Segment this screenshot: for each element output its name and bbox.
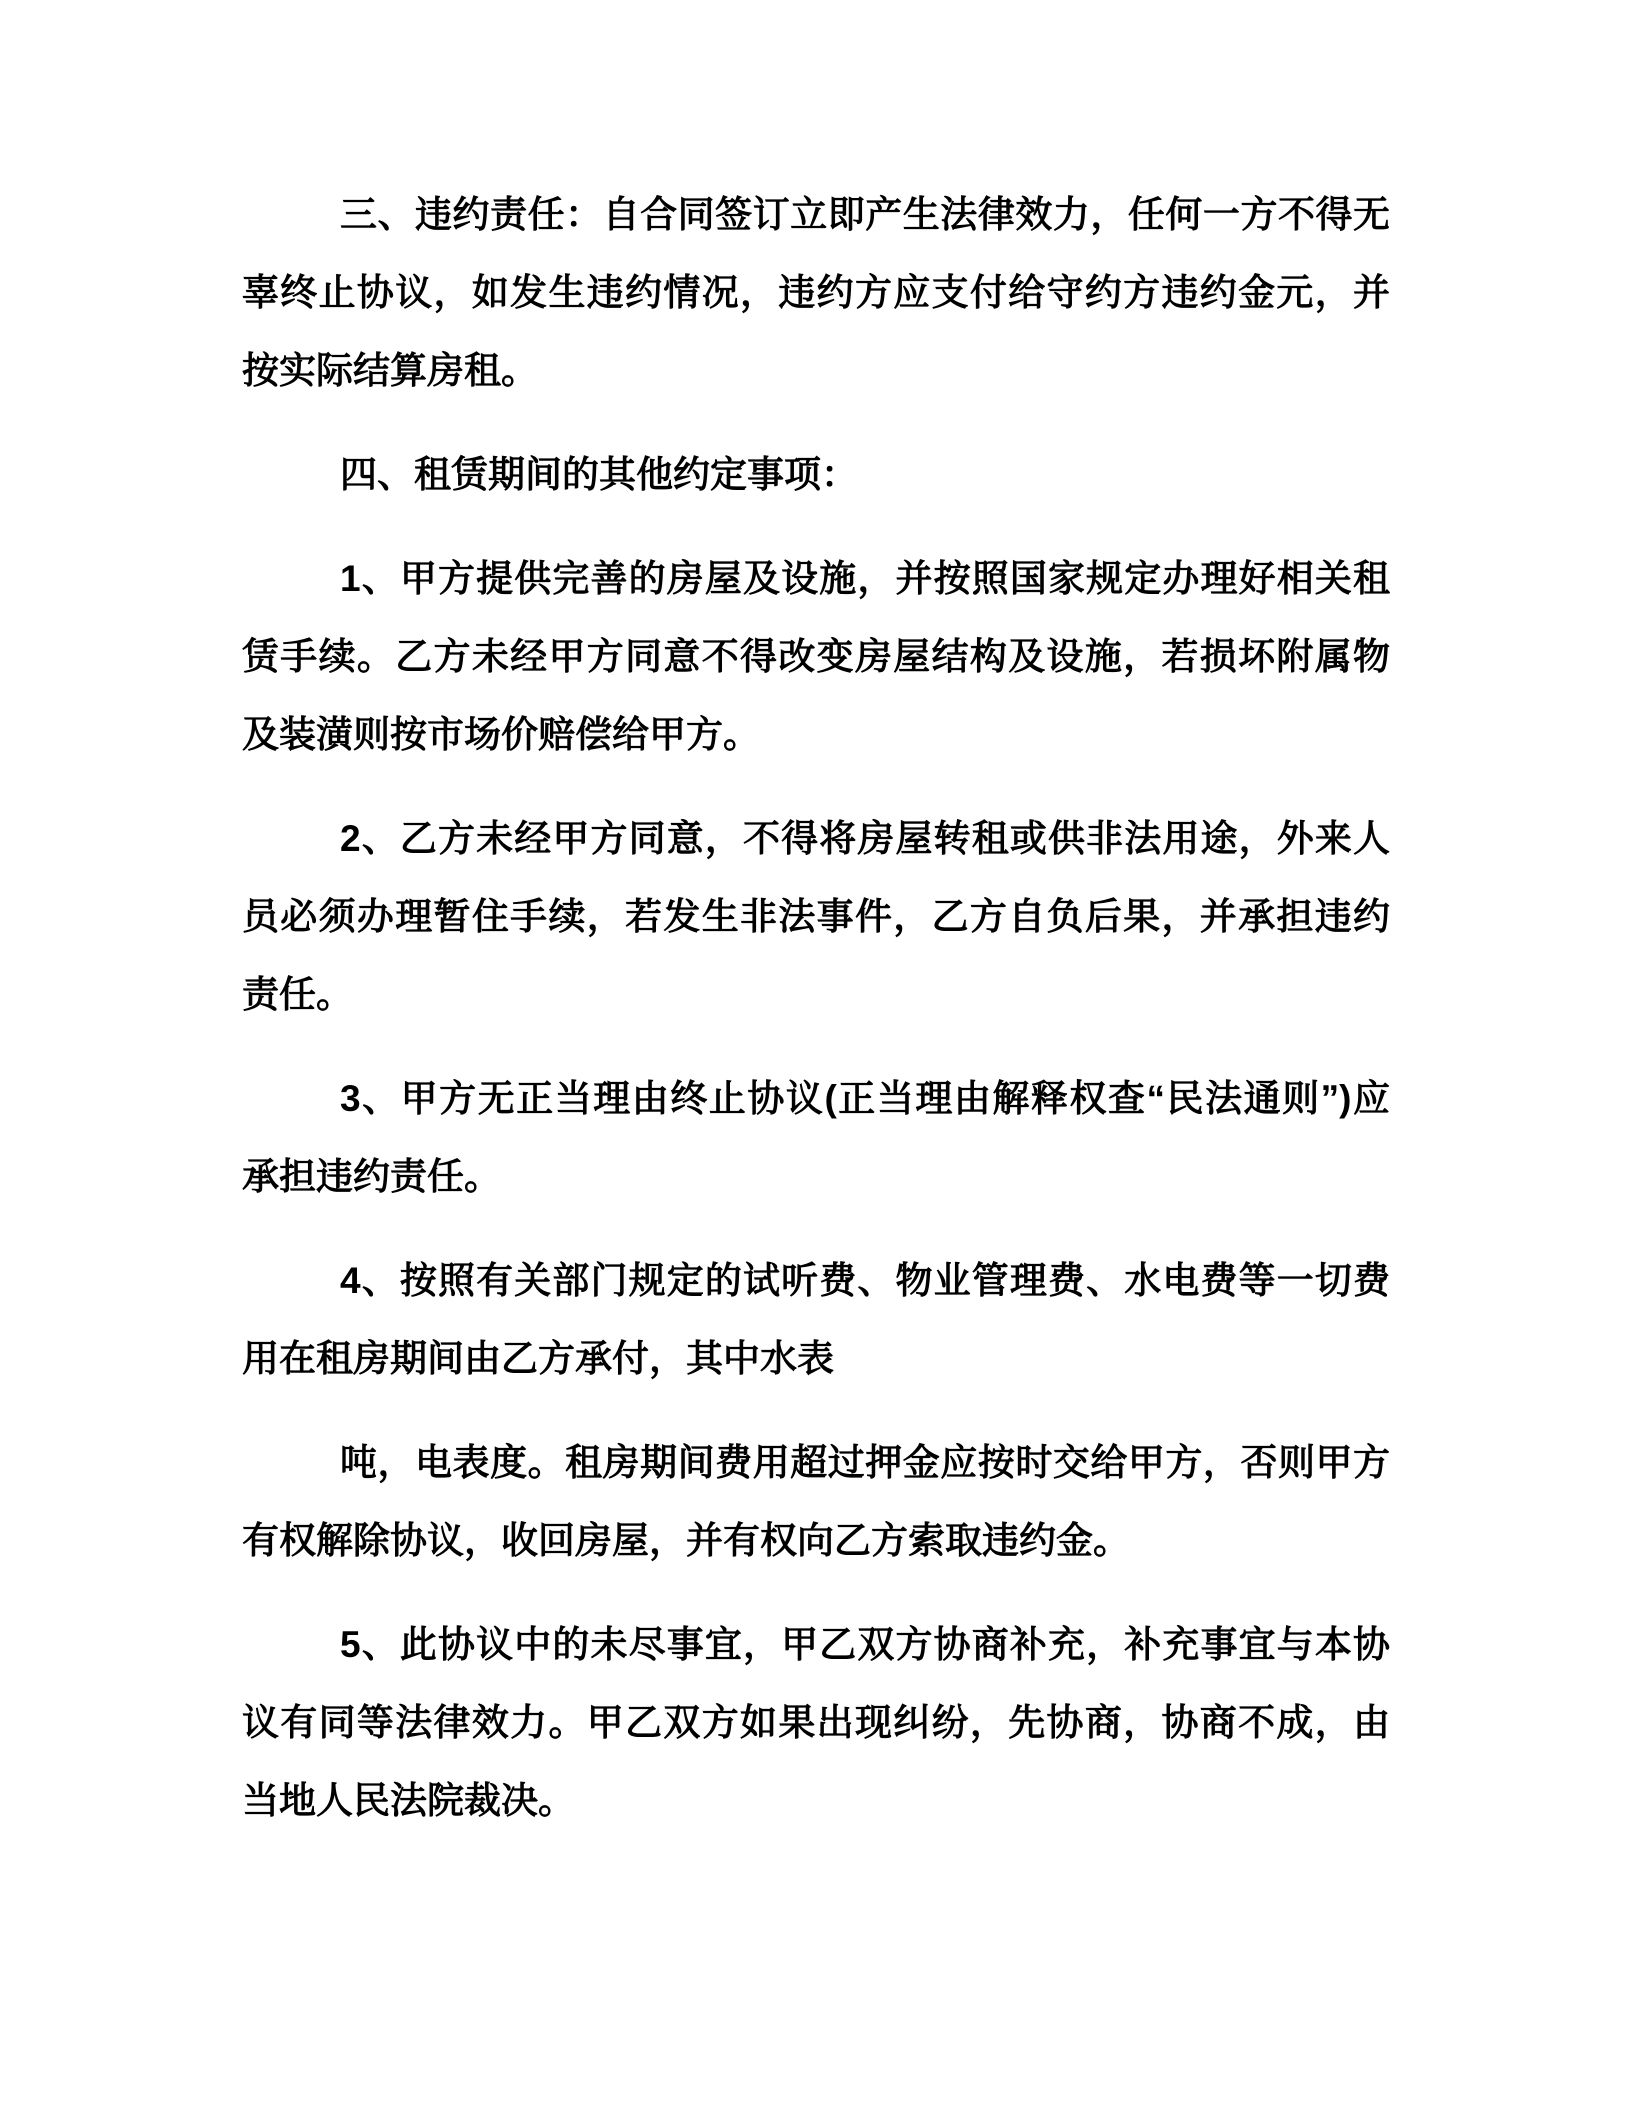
paragraph (242, 1060, 1390, 1216)
text-line: 按实际结算房租。 (242, 350, 538, 391)
text-line: 有权解除协议，收回房屋，并有权向乙方索取违约金。 (242, 1520, 1130, 1561)
paragraph (242, 436, 1390, 514)
text-line: 承担违约责任。 (242, 1156, 501, 1197)
text-line: 赁手续。乙方未经甲方同意不得改变房屋结构及设施，若损坏附属物 (242, 636, 1390, 677)
text-line: 3、甲方无正当理由终止协议(正当理由解释权查“民法通则”)应 (340, 1078, 1390, 1119)
text-line: 三、违约责任：自合同签订立即产生法律效力，任何一方不得无 (340, 194, 1390, 235)
text-line: 用在租房期间由乙方承付，其中水表 (242, 1338, 834, 1379)
paragraph (242, 800, 1390, 1034)
text-line: 2、乙方未经甲方同意，不得将房屋转租或供非法用途，外来人 (340, 818, 1390, 859)
paragraph (242, 1242, 1390, 1398)
text-line: 议有同等法律效力。甲乙双方如果出现纠纷，先协商，协商不成，由 (242, 1702, 1390, 1743)
text-line: 辜终止协议，如发生违约情况，违约方应支付给守约方违约金元，并 (242, 272, 1390, 313)
paragraph (242, 540, 1390, 774)
text-line: 吨，电表度。租房期间费用超过押金应按时交给甲方，否则甲方 (340, 1442, 1390, 1483)
text-line: 当地人民法院裁决。 (242, 1780, 575, 1821)
text-line: 员必须办理暂住手续，若发生非法事件，乙方自负后果，并承担违约 (242, 896, 1390, 937)
text-line: 四、租赁期间的其他约定事项： (340, 454, 858, 495)
text-line: 1、甲方提供完善的房屋及设施，并按照国家规定办理好相关租 (340, 558, 1390, 599)
paragraph (242, 176, 1390, 410)
paragraph (242, 1606, 1390, 1840)
paragraph (242, 1424, 1390, 1580)
text-line: 5、此协议中的未尽事宜，甲乙双方协商补充，补充事宜与本协 (340, 1624, 1390, 1665)
text-line: 责任。 (242, 974, 353, 1015)
document-body (242, 176, 1390, 1840)
text-line: 及装潢则按市场价赔偿给甲方。 (242, 714, 760, 755)
text-line: 4、按照有关部门规定的试听费、物业管理费、水电费等一切费 (340, 1260, 1390, 1301)
